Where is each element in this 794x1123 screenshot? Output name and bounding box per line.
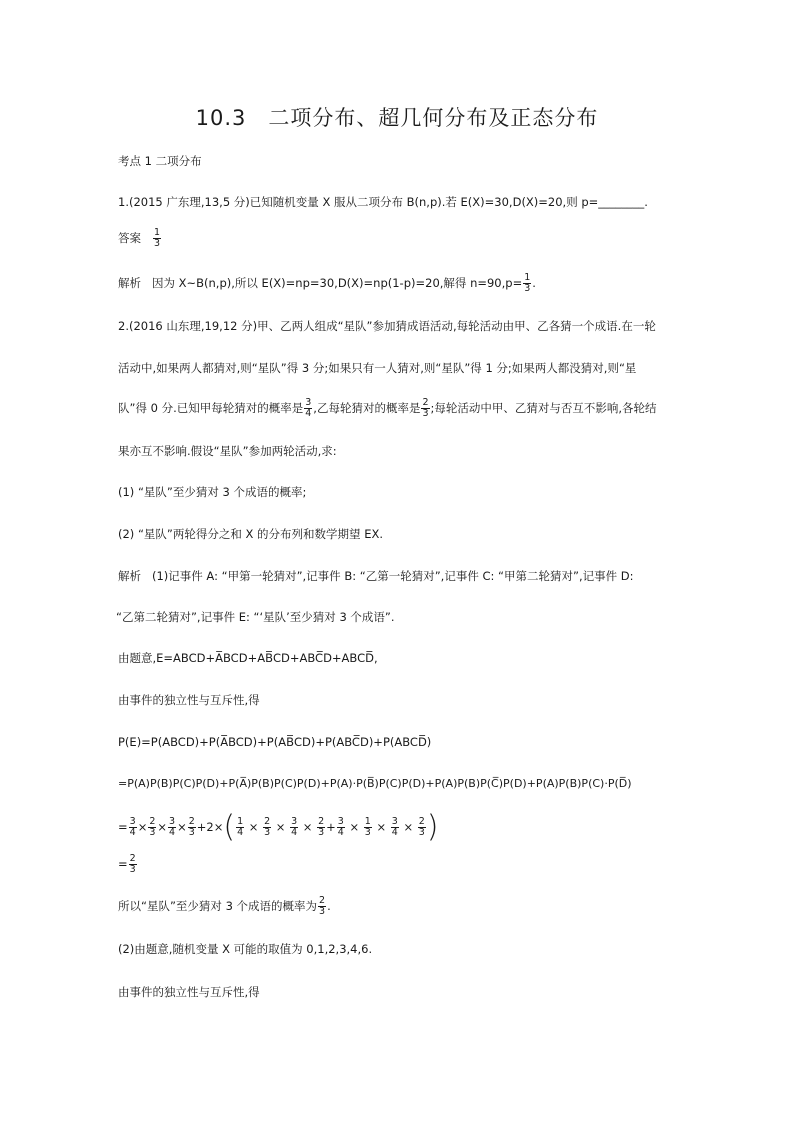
question-1-answer <box>118 228 162 249</box>
probability-calculation: = $\frac{3}{4}$ × $\frac{2}{3}$ × $\frac{3}{4}$ × $\frac{2}{3}$ +2×( $\frac{1}{4}$ × $\frac{2}{3}$ × $\frac{3}{4}$ × $\frac{2}{3}$ + $\frac{3}{4}$ × $\frac{1}{3}$ × $\frac{3}{4}$ × $\frac{2}{3}$ ) <box>118 809 439 845</box>
analysis-line-1: 解析 (1)记事件 A: “甲第一轮猜对”,记事件 B: “乙第一轮猜对”,记事件 C: “甲第二轮猜对”,记事件 D: <box>118 569 634 583</box>
independence-note-2: 由事件的独立性与互斥性,得 <box>118 985 260 999</box>
probability-result: = $\frac{2}{3}$ <box>118 853 136 875</box>
question-1-text: 1.(2015 广东理,13,5 分)已知随机变量 X 服从二项分布 B(n,p).若 E(X)=30,D(X)=20,则 p=________. <box>118 195 648 209</box>
answer-label: 答案 <box>118 231 141 245</box>
analysis-fraction: $\frac{1}{3}$ <box>524 272 531 294</box>
conclusion-part-1: 所以“星队”至少猜对 3 个成语的概率为 $\frac{2}{3}$ . <box>118 895 331 917</box>
question-2-sub-2: (2) “星队”两轮得分之和 X 的分布列和数学期望 EX. <box>118 527 384 541</box>
question-2-line-1: 2.(2016 山东理,19,12 分)甲、乙两人组成“星队”参加猜成语活动,每轮活动由甲、乙各猜一个成语.在一轮 <box>118 319 656 333</box>
question-2-line-4: 果亦互不影响.假设“星队”参加两轮活动,求: <box>118 444 337 458</box>
part-2-values: (2)由题意,随机变量 X 可能的取值为 0,1,2,3,4,6. <box>118 942 373 956</box>
analysis-line-2: “乙第二轮猜对”,记事件 E: “‘星队’至少猜对 3 个成语”. <box>116 610 395 624</box>
event-e-definition: 由题意,E=ABCD+A̅BCD+AB̅CD+ABC̅D+ABCD̅, <box>118 651 378 665</box>
page-title: 10.3 二项分布、超几何分布及正态分布 <box>195 106 599 130</box>
section-heading: 考点 1 二项分布 <box>118 154 202 168</box>
answer-fraction: $\frac{1}{3}$ <box>153 227 161 249</box>
probability-expansion-2: =P(A)P(B)P(C)P(D)+P(A̅)P(B)P(C)P(D)+P(A)·P(B̅)P(C)P(D)+P(A)P(B)P(C̅)P(D)+P(A)P(B)P(C)·P(D̅) <box>118 777 632 790</box>
question-2-sub-1: (1) “星队”至少猜对 3 个成语的概率; <box>118 485 307 499</box>
analysis-label: 解析 <box>118 276 141 290</box>
probability-expansion-1: P(E)=P(ABCD)+P(A̅BCD)+P(AB̅CD)+P(ABC̅D)+P(ABCD̅) <box>118 735 432 749</box>
independence-note: 由事件的独立性与互斥性,得 <box>118 693 260 707</box>
question-2-line-3: 队”得 0 分.已知甲每轮猜对的概率是 $\frac{3}{4}$ ,乙每轮猜对的概率是 $\frac{2}{3}$ ;每轮活动中甲、乙猜对与否互不影响,各轮结 <box>118 397 657 419</box>
analysis-label-2: 解析 <box>118 569 141 583</box>
question-1-analysis: 解析 因为 X~B(n,p),所以 E(X)=np=30,D(X)=np(1-p)=20,解得 n=90,p= $\frac{1}{3}$ . <box>118 272 536 294</box>
prob-jia-fraction: $\frac{3}{4}$ <box>305 397 312 419</box>
prob-yi-fraction: $\frac{2}{3}$ <box>422 397 429 419</box>
question-2-line-2: 活动中,如果两人都猜对,则“星队”得 3 分;如果只有一人猜对,则“星队”得 1 分;如果两人都没猜对,则“星 <box>118 361 637 375</box>
